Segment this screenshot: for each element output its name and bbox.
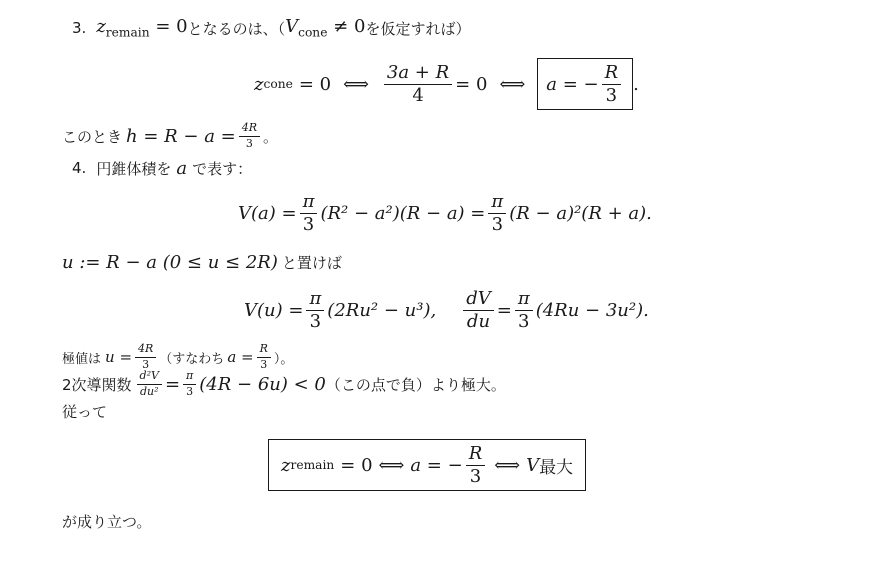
therefore-line: 従って <box>62 402 108 421</box>
equation-volume-a: V(a) = $\frac{\pi}{3}$ (R² − a²)(R − a) = $\frac{\pi}{3}$ (R − a)²(R + a). <box>238 190 652 235</box>
closing-line: が成り立つ。 <box>62 512 152 531</box>
equation-volume-u: V(u) = $\frac{\pi}{3}$ (2Ru² − u³), $\frac{dV}{du}$ = $\frac{\pi}{3}$ (4Ru − 3u²). <box>244 287 649 332</box>
equation-cone-centroid: z cone = 0 ⟺ $\frac{3a + R}{4}$ = 0 ⟺ a = − $\frac{R}{3}$ . <box>254 58 639 110</box>
second-derivative-line: 2次導関数 $\frac{\text{d²V}}{\text{du²}}$ = $\frac{\pi}{3}$ (4R − 6u) < 0 （この点で負）より極大。 <box>62 369 506 398</box>
item-3-assumption: $V_{cone} \ne 0$ <box>285 16 366 40</box>
item-4-number: 4. <box>72 159 87 177</box>
extreme-value-line: 極値は u = $\frac{4R}{3}$ （すなわち a = $\frac{R}{3}$ ）。 <box>62 342 294 371</box>
iff-symbol: ⟺ <box>378 454 405 476</box>
derivative-dv-du: $\frac{dV}{du}$ <box>463 289 494 332</box>
item-3-text-2: を仮定すれば） <box>365 19 471 38</box>
item-3-text-1: となるのは、（ <box>187 19 286 38</box>
boxed-result-a: a = − $\frac{R}{3}$ <box>537 58 633 111</box>
item-3-line <box>72 16 470 40</box>
iff-symbol: ⟺ <box>494 454 521 476</box>
iff-symbol: ⟺ <box>343 73 369 95</box>
item-4-line: 4. 円錐体積を a で表す： <box>72 157 253 179</box>
substitution-line: u := R − a (0 ≤ u ≤ 2R) と置けば <box>62 251 342 273</box>
then-h-line: このとき h = R − a = $\frac{4R}{3}$ 。 <box>62 121 279 150</box>
fraction-3a-plus-r: $\frac{3a + R}{4}$ <box>384 63 452 106</box>
item-3-number: 3. <box>72 19 87 37</box>
iff-symbol: ⟺ <box>499 73 526 95</box>
final-boxed-equation: z remain = 0 ⟺ a = − $\frac{R}{3}$ ⟺ V 最大 <box>268 440 586 490</box>
item-3-condition: $z_{remain} = 0$ <box>96 16 188 40</box>
